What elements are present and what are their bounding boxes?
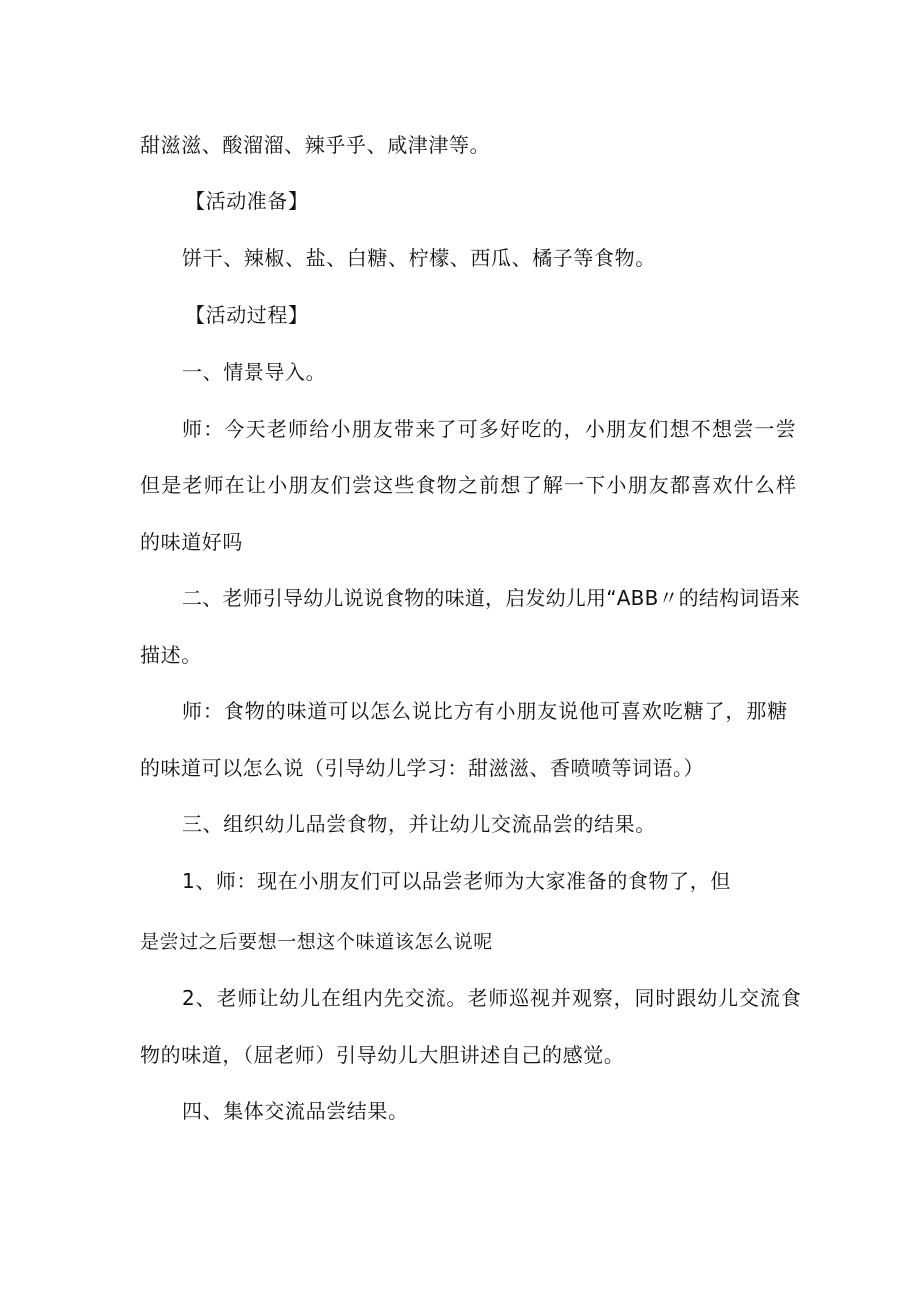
step-heading-2: 二、老师引导幼儿说说食物的味道，启发幼儿用“ABB〃的结构词语来 [182, 586, 800, 610]
paragraph-line: 2、老师让幼儿在组内先交流。老师巡视并观察，同时跟幼儿交流食 [182, 986, 802, 1010]
paragraph-line: 描述。 [140, 643, 202, 667]
paragraph-line: 物的味道，（屈老师）引导幼儿大胆讲述自己的感觉。 [140, 1043, 625, 1067]
step-heading-3: 三、组织幼儿品尝食物，并让幼儿交流品尝的结果。 [182, 812, 656, 836]
step-heading-1: 一、情景导入。 [182, 360, 327, 384]
text-line-taste-words: 甜滋滋、酸溜溜、辣乎乎、咸津津等。 [140, 133, 491, 157]
paragraph-line: 但是老师在让小朋友们尝这些食物之前想了解一下小朋友都喜欢什么样 [140, 473, 798, 497]
section-heading-process: 【活动过程】 [185, 303, 309, 327]
paragraph-line: 1、师：现在小朋友们可以品尝老师为大家准备的食物了，但 [182, 869, 731, 893]
paragraph-line: 师：今天老师给小朋友带来了可多好吃的，小朋友们想不想尝一尝 [182, 417, 797, 441]
step-heading-4: 四、集体交流品尝结果。 [182, 1099, 409, 1123]
paragraph-line: 师：食物的味道可以怎么说比方有小朋友说他可喜欢吃糖了，那糖 [182, 699, 789, 723]
text-line-food-list: 饼干、辣椒、盐、白糖、柠檬、西瓜、橘子等食物。 [182, 246, 656, 270]
paragraph-line: 是尝过之后要想一想这个味道该怎么说呢 [140, 931, 493, 953]
paragraph-line: 的味道可以怎么说（引导幼儿学习：甜滋滋、香喷喷等词语。） [140, 756, 704, 780]
section-heading-preparation: 【活动准备】 [185, 189, 309, 213]
paragraph-line: 的味道好吗 [140, 530, 243, 554]
